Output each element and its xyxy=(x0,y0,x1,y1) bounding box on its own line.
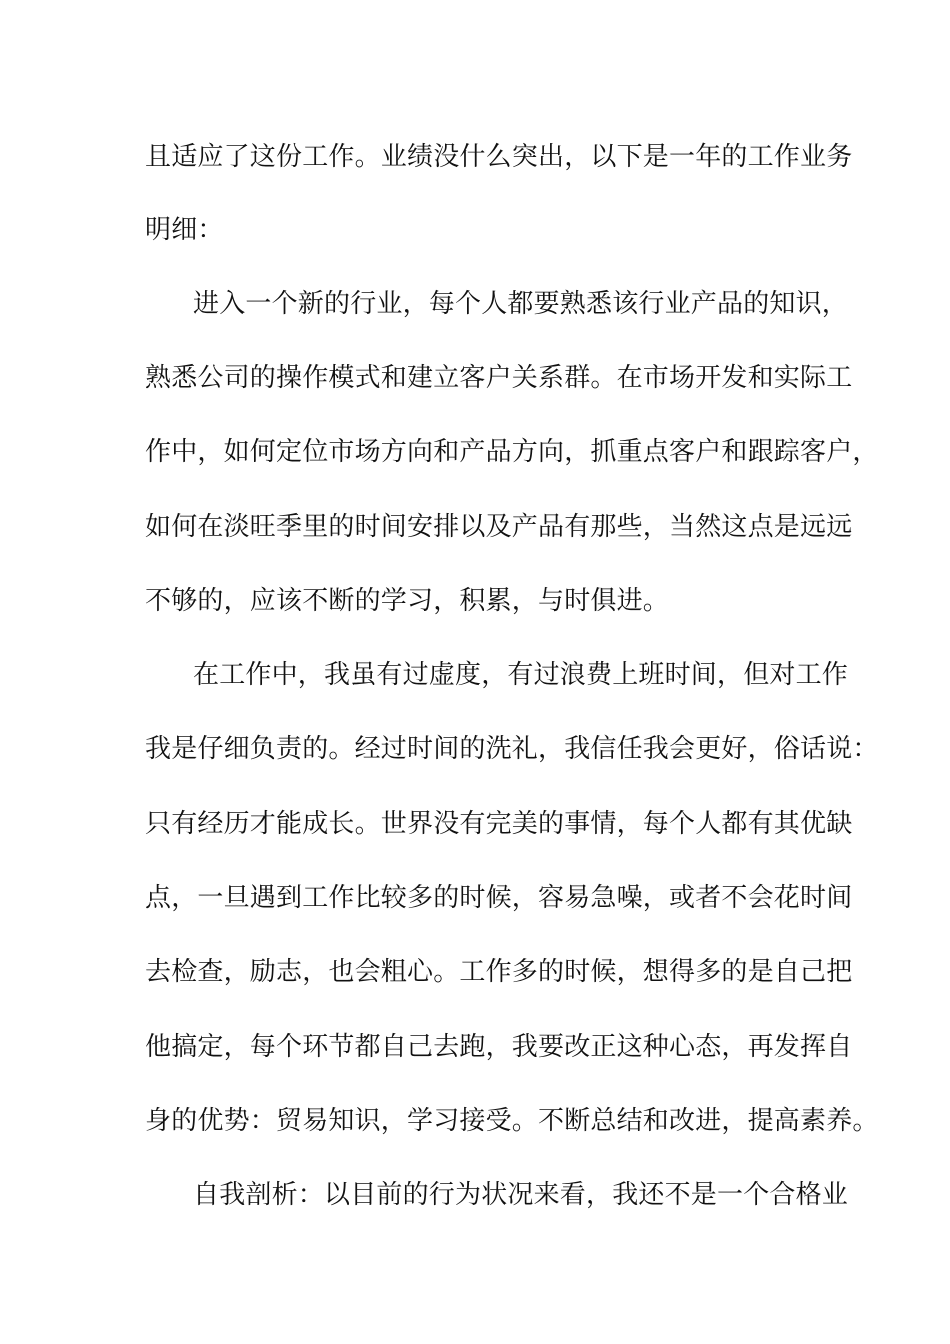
text-line-1: 且适应了这份工作。业绩没什么突出，以下是一年的工作业务 xyxy=(145,142,853,172)
text-line-12: 去检查，励志，也会粗心。工作多的时候，想得多的是自己把 xyxy=(145,957,853,987)
text-line-5: 作中，如何定位市场方向和产品方向，抓重点客户和跟踪客户， xyxy=(145,437,879,467)
text-line-2: 明细： xyxy=(145,215,224,245)
paragraph-start-line-8: 在工作中，我虽有过虚度，有过浪费上班时间，但对工作 xyxy=(193,660,849,690)
text-line-9: 我是仔细负责的。经过时间的洗礼，我信任我会更好，俗话说： xyxy=(145,734,879,764)
paragraph-start-line-3: 进入一个新的行业，每个人都要熟悉该行业产品的知识， xyxy=(193,289,849,319)
text-line-14: 身的优势：贸易知识，学习接受。不断总结和改进，提高素养。 xyxy=(145,1106,879,1136)
text-line-13: 他搞定，每个环节都自己去跑，我要改正这种心态，再发挥自 xyxy=(145,1032,853,1062)
paragraph-start-line-15: 自我剖析：以目前的行为状况来看，我还不是一个合格业 xyxy=(193,1180,849,1210)
text-line-7: 不够的，应该不断的学习，积累，与时俱进。 xyxy=(145,586,670,616)
text-line-10: 只有经历才能成长。世界没有完美的事情，每个人都有其优缺 xyxy=(145,809,853,839)
text-line-6: 如何在淡旺季里的时间安排以及产品有那些，当然这点是远远 xyxy=(145,512,853,542)
text-line-4: 熟悉公司的操作模式和建立客户关系群。在市场开发和实际工 xyxy=(145,363,853,393)
text-line-11: 点，一旦遇到工作比较多的时候，容易急噪，或者不会花时间 xyxy=(145,883,853,913)
